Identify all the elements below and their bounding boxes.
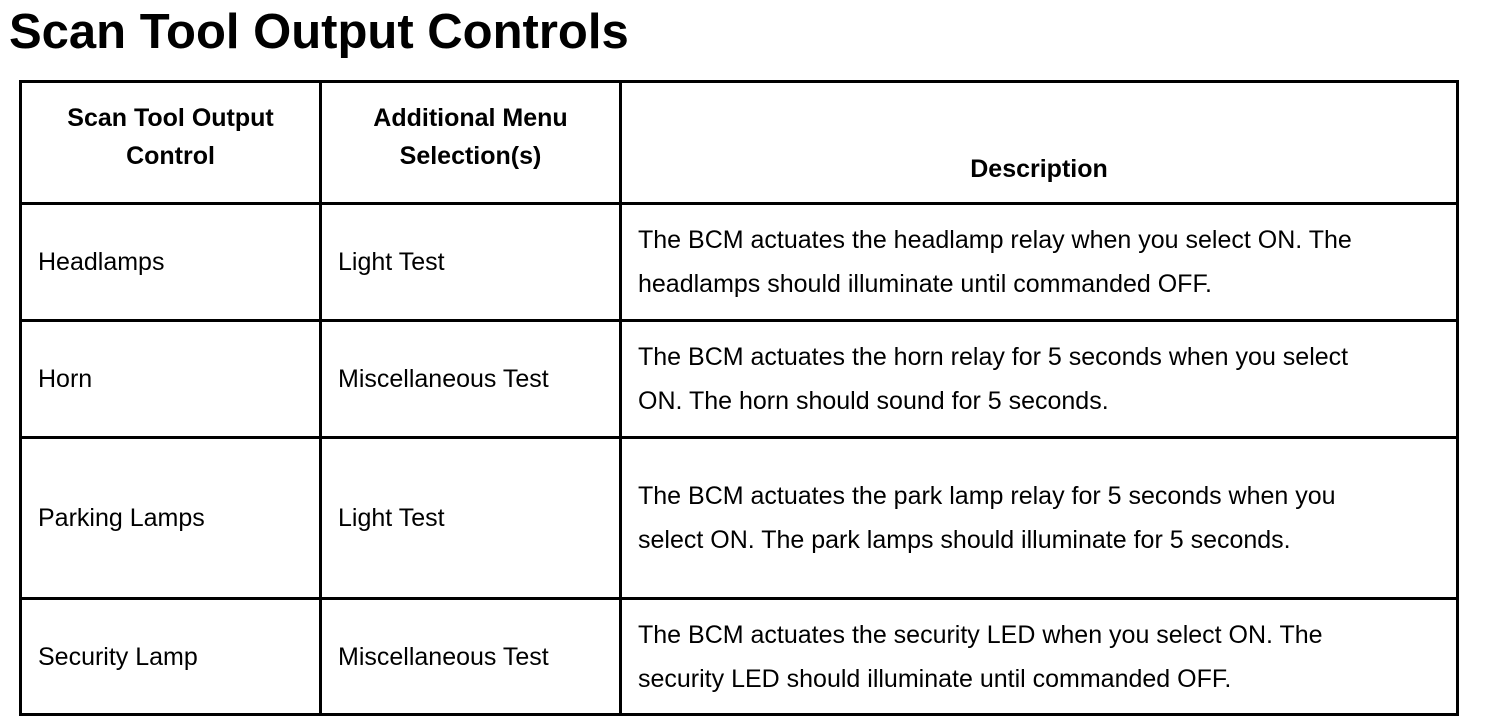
table-row: [21, 599, 1458, 715]
output-controls-table: [19, 80, 1459, 716]
table-row: [21, 438, 1458, 599]
control-cell: Security Lamp: [21, 599, 321, 715]
table-row: [21, 204, 1458, 321]
table-header-row: [21, 82, 1458, 204]
control-cell: Parking Lamps: [21, 438, 321, 599]
menu-cell: Miscellaneous Test: [321, 321, 621, 438]
menu-cell: Light Test: [321, 438, 621, 599]
table-row: [21, 321, 1458, 438]
header-additional-menu-selections: Additional Menu Selection(s): [321, 82, 621, 204]
description-cell: The BCM actuates the horn relay for 5 seconds when you select ON. The horn should sound for 5 seconds.: [621, 321, 1458, 438]
control-cell: Headlamps: [21, 204, 321, 321]
menu-cell: Miscellaneous Test: [321, 599, 621, 715]
header-description: Description: [621, 82, 1458, 204]
menu-cell: Light Test: [321, 204, 621, 321]
description-cell: The BCM actuates the headlamp relay when you select ON. The headlamps should illuminate until commanded OFF.: [621, 204, 1458, 321]
description-cell: The BCM actuates the park lamp relay for 5 seconds when you select ON. The park lamps should illuminate for 5 seconds.: [621, 438, 1458, 599]
header-scan-tool-output-control: Scan Tool Output Control: [21, 82, 321, 204]
page-title: Scan Tool Output Controls: [9, 5, 629, 59]
description-cell: The BCM actuates the security LED when you select ON. The security LED should illuminate until commanded OFF.: [621, 599, 1458, 715]
control-cell: Horn: [21, 321, 321, 438]
